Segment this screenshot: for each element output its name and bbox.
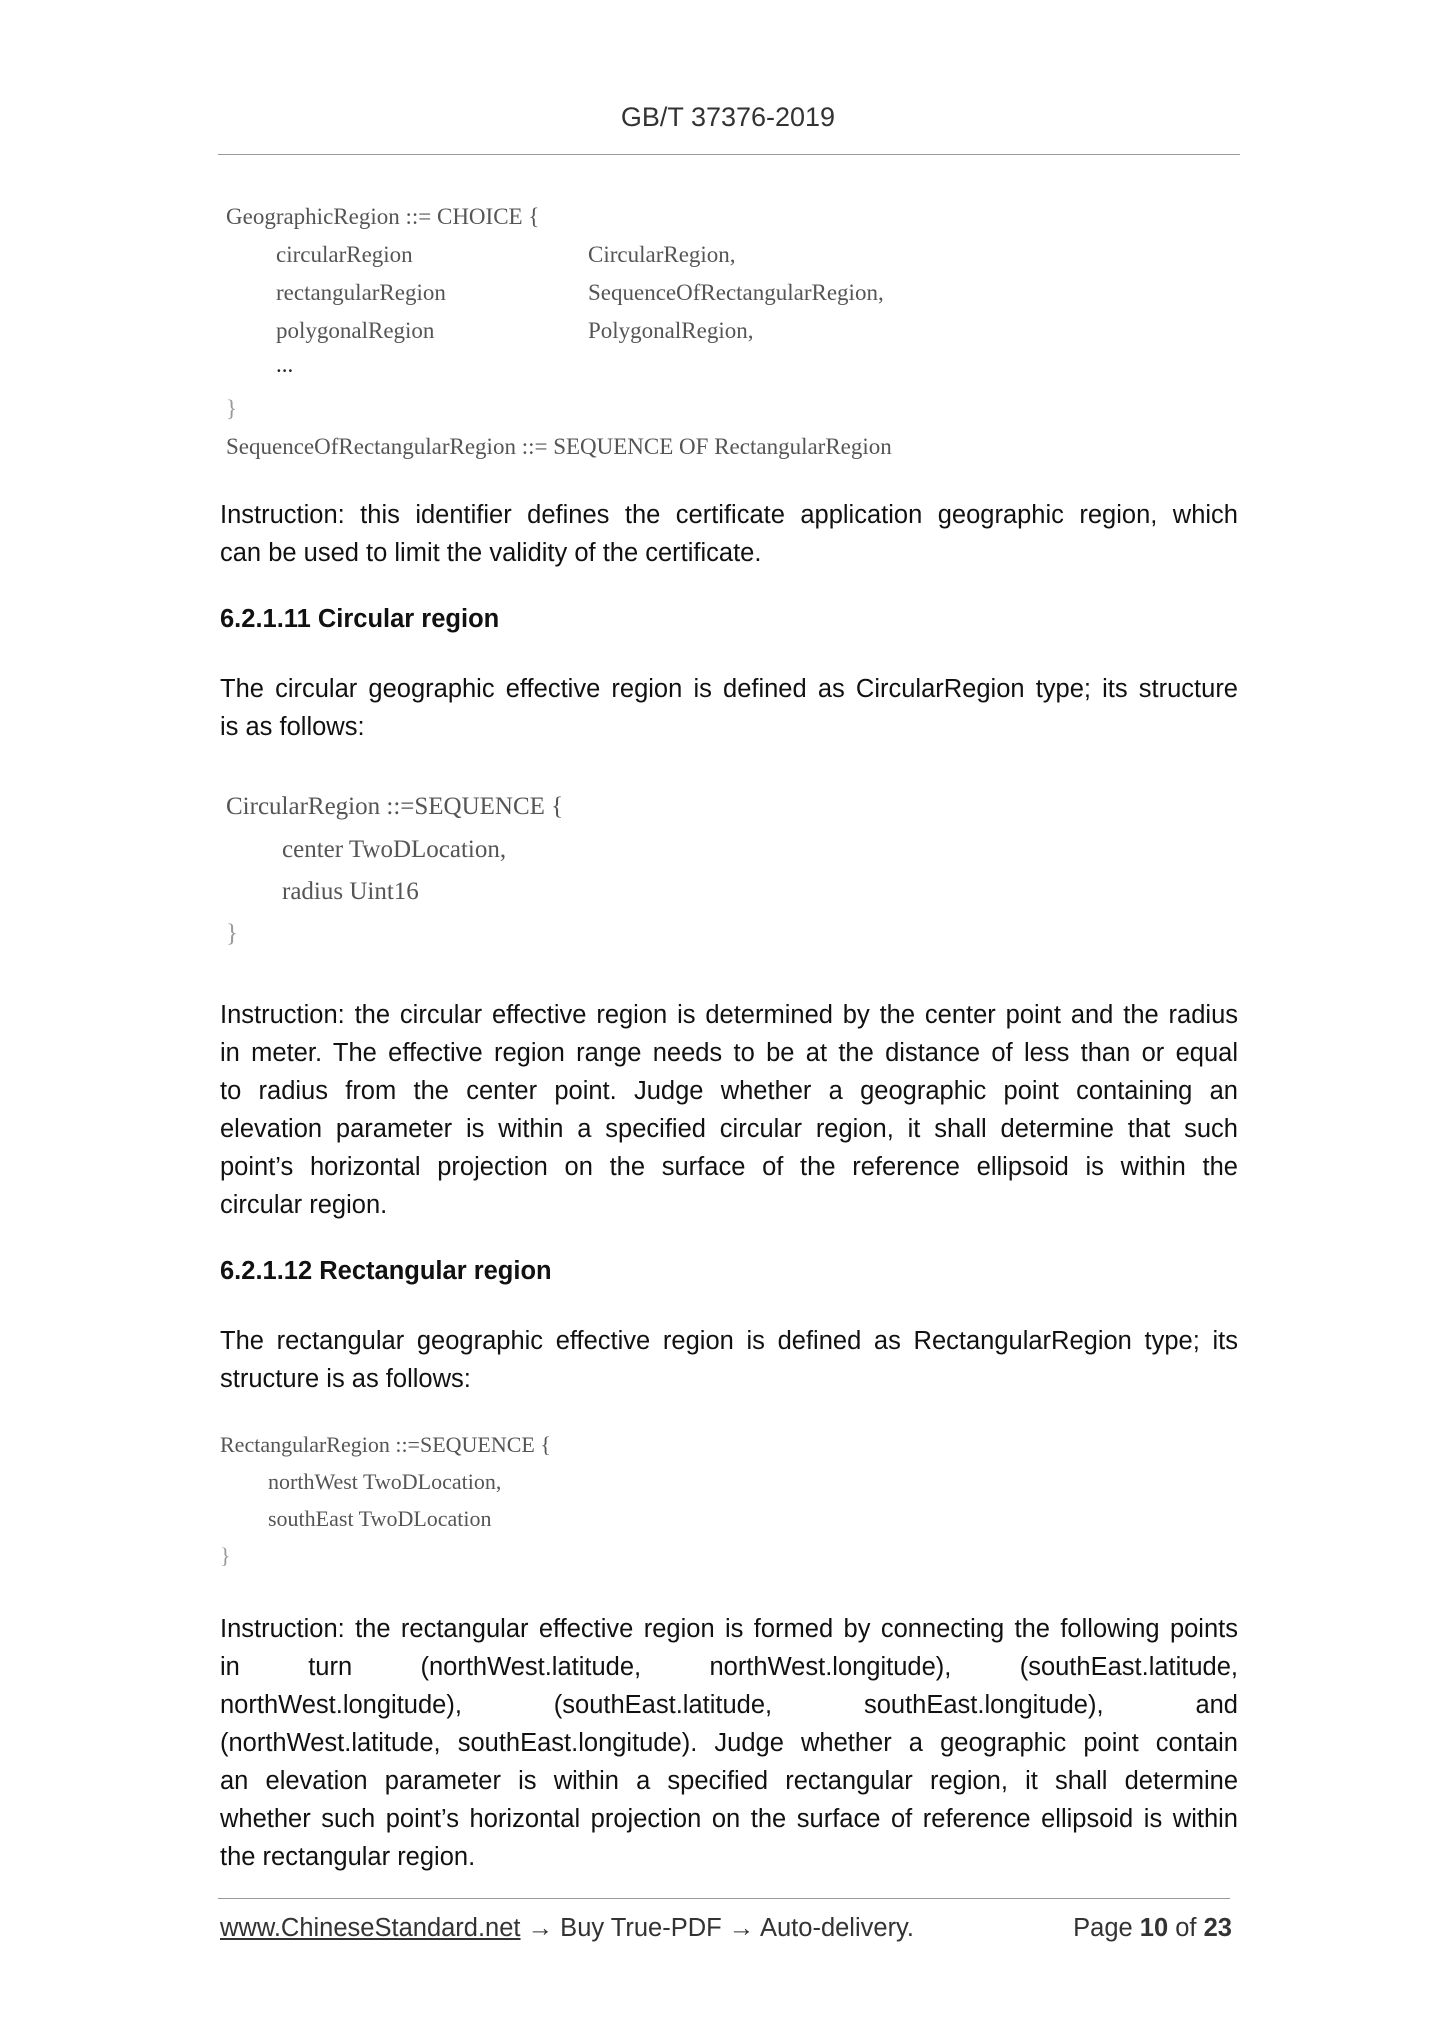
code-line: GeographicRegion ::= CHOICE { (226, 204, 540, 229)
code-close-brace: } (226, 396, 238, 421)
paragraph-line: is as follows: (220, 713, 365, 741)
total-page-count: 23 (1203, 1914, 1232, 1942)
footer-promo-text: → Buy True-PDF → Auto-delivery. (520, 1914, 914, 1942)
page-number (1073, 1914, 1232, 1943)
code-ellipsis: ... (276, 352, 294, 377)
paragraph-line: point’s horizontal projection on the surface of the reference ellipsoid is within the (220, 1153, 1238, 1181)
footer-website-link[interactable]: www.ChineseStandard.net (220, 1914, 521, 1942)
code-field-name: circularRegion (276, 242, 413, 267)
code-line: RectangularRegion ::=SEQUENCE { (220, 1432, 551, 1457)
code-line: southEast TwoDLocation (268, 1506, 492, 1531)
of-label: of (1175, 1914, 1197, 1942)
code-field-name: rectangularRegion (276, 280, 446, 305)
paragraph-line: Instruction: the rectangular effective region is formed by connecting the following points (220, 1615, 1238, 1643)
paragraph-line: circular region. (220, 1191, 388, 1219)
paragraph-line: northWest.longitude), (southEast.latitude, southEast.longitude), and (220, 1691, 1238, 1719)
paragraph-instruction-circular (220, 996, 1238, 1224)
page-label: Page (1073, 1914, 1133, 1942)
paragraph-line: The rectangular geographic effective region is defined as RectangularRegion type; its (220, 1327, 1238, 1355)
paragraph-line: the rectangular region. (220, 1843, 476, 1871)
code-field-type: SequenceOfRectangularRegion, (588, 280, 884, 305)
document-id-header: GB/T 37376-2019 (620, 102, 836, 132)
section-heading-rectangular-region: 6.2.1.12 Rectangular region (220, 1257, 552, 1285)
paragraph-line: in meter. The effective region range needs to be at the distance of less than or equal (220, 1039, 1238, 1067)
header-rule (218, 154, 1240, 155)
code-line: SequenceOfRectangularRegion ::= SEQUENCE OF RectangularRegion (226, 434, 892, 459)
paragraph-line: (northWest.latitude, southEast.longitude). Judge whether a geographic point contain (220, 1729, 1238, 1757)
paragraph-instruction-geographic (220, 496, 1238, 572)
code-close-brace: } (226, 920, 238, 947)
paragraph-circular-definition (220, 670, 1238, 746)
paragraph-line: to radius from the center point. Judge whether a geographic point containing an (220, 1077, 1238, 1105)
paragraph-line: can be used to limit the validity of the certificate. (220, 539, 762, 567)
code-line: radius Uint16 (282, 878, 419, 905)
current-page-number: 10 (1139, 1914, 1169, 1942)
code-field-type: CircularRegion, (588, 242, 736, 267)
paragraph-line: Instruction: this identifier defines the certificate application geographic region, which (220, 501, 1238, 529)
paragraph-line: an elevation parameter is within a specified rectangular region, it shall determine (220, 1767, 1238, 1795)
code-line: CircularRegion ::=SEQUENCE { (226, 793, 564, 820)
paragraph-line: structure is as follows: (220, 1365, 471, 1393)
paragraph-line: in turn (northWest.latitude, northWest.longitude), (southEast.latitude, (220, 1653, 1238, 1681)
code-field-name: polygonalRegion (276, 318, 435, 343)
paragraph-line: elevation parameter is within a specified circular region, it shall determine that such (220, 1115, 1238, 1143)
code-line: center TwoDLocation, (282, 836, 507, 863)
paragraph-line: whether such point’s horizontal projection on the surface of reference ellipsoid is within (220, 1805, 1238, 1833)
code-field-type: PolygonalRegion, (588, 318, 754, 343)
code-line: northWest TwoDLocation, (268, 1469, 502, 1494)
paragraph-line: The circular geographic effective region is defined as CircularRegion type; its structure (220, 675, 1238, 703)
paragraph-line: Instruction: the circular effective region is determined by the center point and the radius (220, 1001, 1238, 1029)
section-heading-circular-region: 6.2.1.11 Circular region (220, 605, 500, 633)
paragraph-rectangular-definition (220, 1322, 1238, 1398)
page-footer (220, 1914, 1232, 1943)
code-close-brace: } (220, 1543, 231, 1568)
footer-rule (218, 1898, 1230, 1899)
paragraph-instruction-rectangular (220, 1610, 1238, 1876)
